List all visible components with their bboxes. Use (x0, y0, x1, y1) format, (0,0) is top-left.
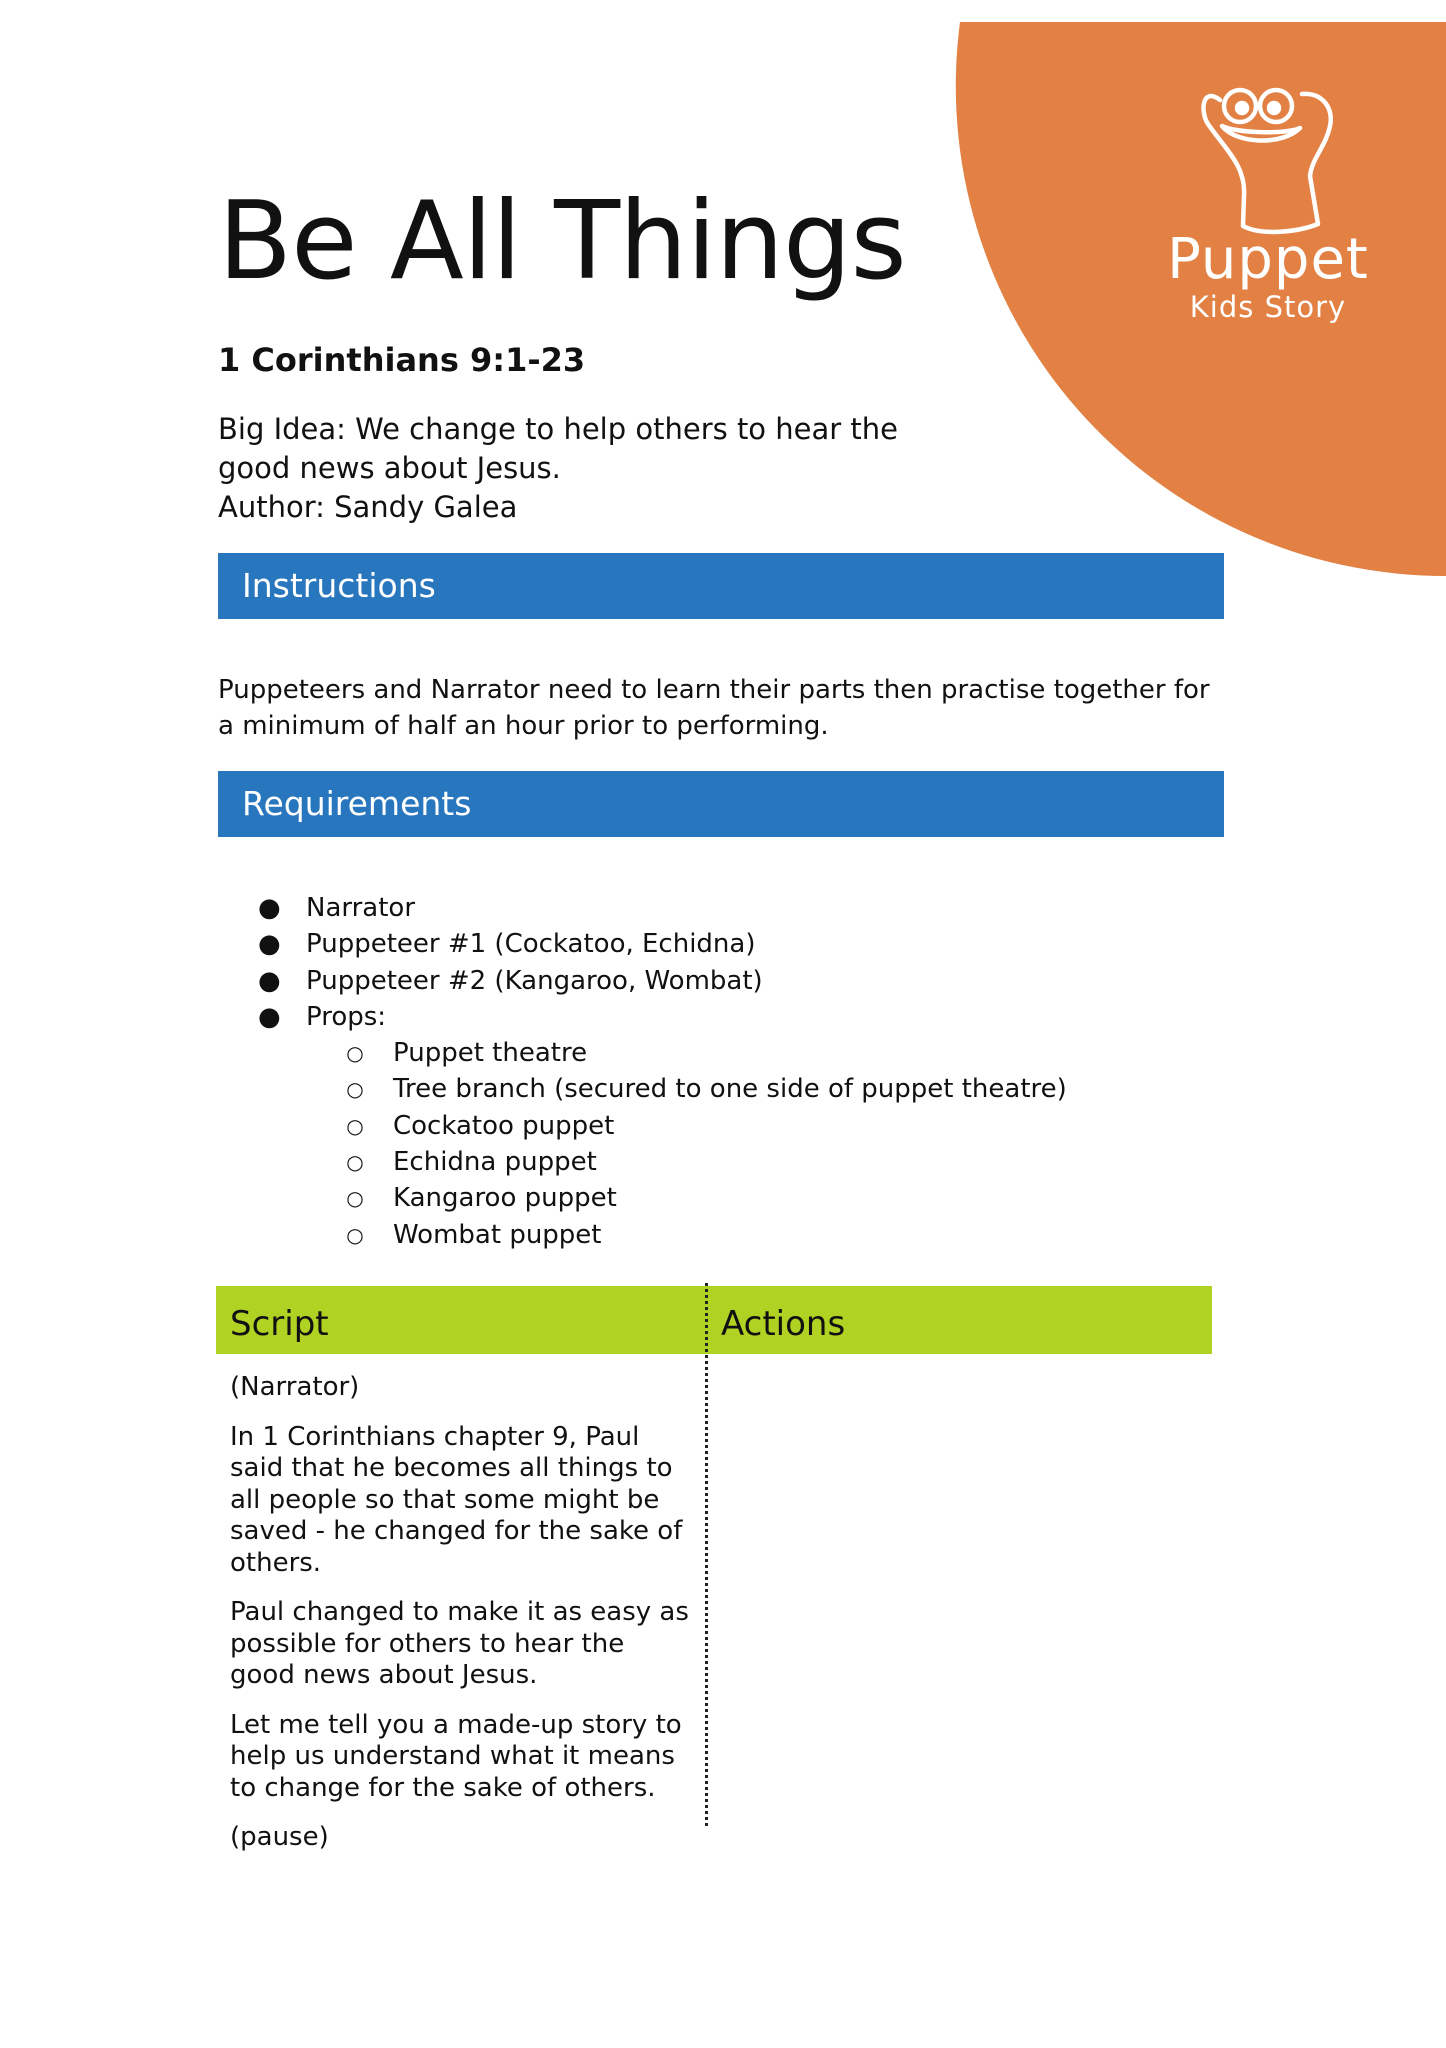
sub-list-item: ○ Tree branch (secured to one side of puppet theatre) (258, 1071, 1158, 1107)
page-title: Be All Things (218, 179, 906, 304)
sub-list-item: ○ Puppet theatre (258, 1035, 1158, 1071)
circle-bullet-icon: ○ (346, 1150, 364, 1175)
table-header-actions: Actions (707, 1286, 1212, 1354)
script-line: In 1 Corinthians chapter 9, Paul said that he becomes all things to all people so that some might be saved - he changed for the sake of others. (230, 1421, 683, 1578)
scripture-reference: 1 Corinthians 9:1-23 (218, 341, 586, 379)
requirements-heading: Requirements (218, 771, 1224, 837)
sub-list-item: ○ Cockatoo puppet (258, 1108, 1158, 1144)
bullet-icon: ● (258, 893, 281, 923)
script-line: Let me tell you a made-up story to help us understand what it means to change for the sake of others. (230, 1709, 682, 1803)
script-line: (pause) (230, 1822, 329, 1852)
author: Author: Sandy Galea (218, 490, 518, 524)
sub-list-item: ○ Wombat puppet (258, 1217, 1158, 1253)
circle-bullet-icon: ○ (346, 1113, 364, 1138)
requirements-list (258, 890, 1158, 1253)
brand-block (1118, 227, 1418, 324)
list-item: ● Props: (258, 999, 1158, 1035)
bullet-icon: ● (258, 929, 281, 960)
instructions-text: Puppeteers and Narrator need to learn their parts then practise together for a minimum of half an hour prior to performing. (218, 675, 1210, 741)
circle-bullet-icon: ○ (346, 1077, 364, 1102)
instructions-heading: Instructions (218, 553, 1224, 619)
big-idea: Big Idea: We change to help others to hear the good news about Jesus. (218, 412, 898, 485)
circle-bullet-icon: ○ (346, 1041, 364, 1066)
column-divider (705, 1283, 708, 1826)
bullet-icon: ● (258, 965, 281, 996)
bullet-icon: ● (258, 1001, 281, 1032)
script-line: Paul changed to make it as easy as possible for others to hear the good news about Jesus. (230, 1597, 689, 1690)
sub-list-item: ○ Kangaroo puppet (258, 1180, 1158, 1216)
sub-list-item: ○ Echidna puppet (258, 1144, 1158, 1180)
script-cell (230, 1372, 690, 1872)
list-item: ● Narrator (258, 890, 1158, 926)
story-meta (218, 410, 978, 527)
script-table (216, 1286, 1212, 1852)
list-item: ● Puppeteer #2 (Kangaroo, Wombat) (258, 963, 1158, 999)
circle-bullet-icon: ○ (346, 1186, 364, 1211)
table-header-script: Script (216, 1286, 707, 1354)
script-line: (Narrator) (230, 1372, 360, 1402)
brand-tagline: Kids Story (1189, 290, 1347, 324)
list-item: ● Puppeteer #1 (Cockatoo, Echidna) (258, 926, 1158, 962)
circle-bullet-icon: ○ (346, 1222, 364, 1247)
brand-name: Puppet (1167, 227, 1369, 292)
